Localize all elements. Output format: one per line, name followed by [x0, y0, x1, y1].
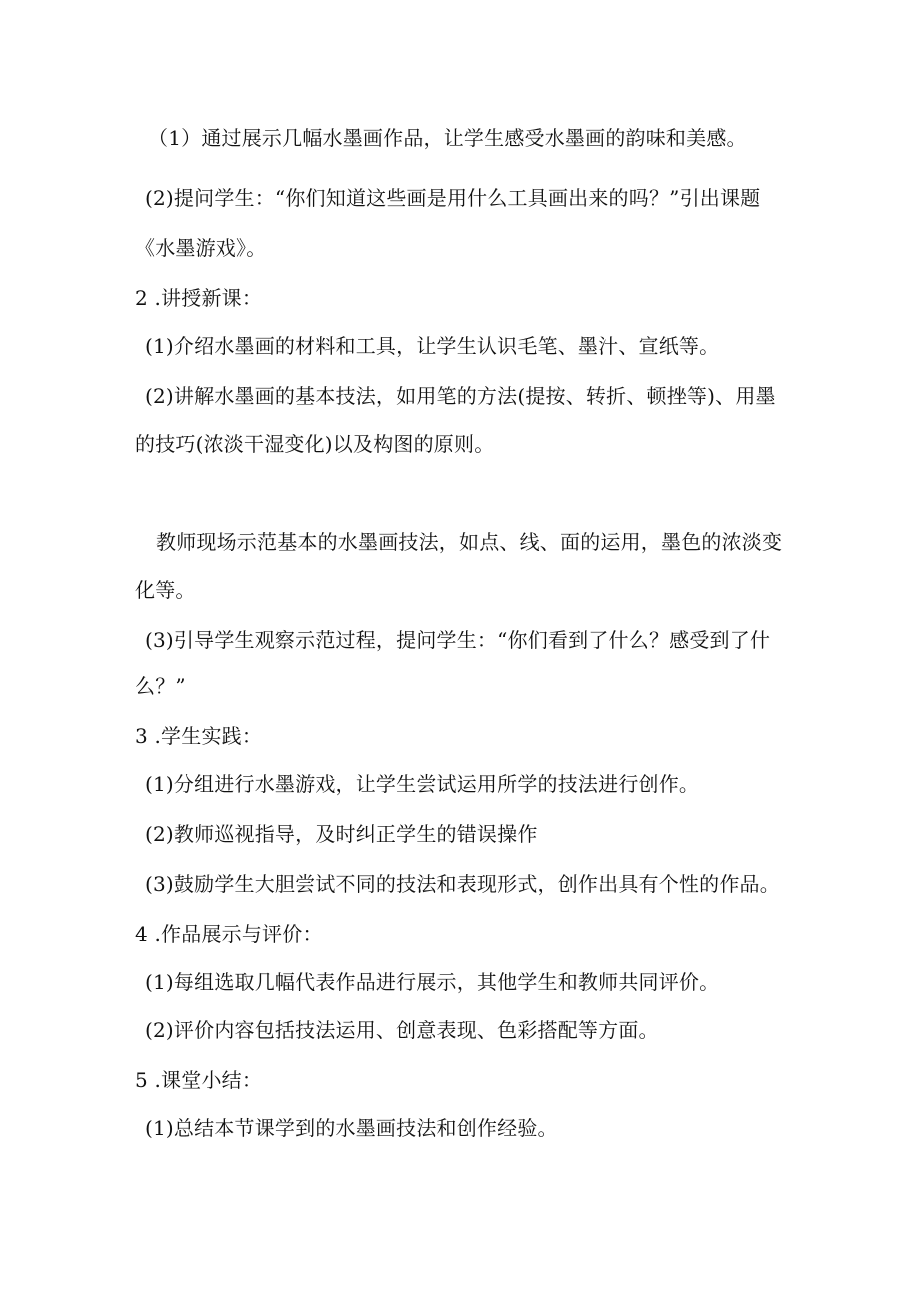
paragraph-line: 的技巧(浓淡干湿变化)以及构图的原则。: [135, 432, 495, 456]
paragraph-line: (3)鼓励学生大胆尝试不同的技法和表现形式，创作出具有个性的作品。: [145, 872, 780, 896]
paragraph-line: (1)介绍水墨画的材料和工具，让学生认识毛笔、墨汁、宣纸等。: [145, 334, 720, 358]
paragraph-line: (2)提问学生：“你们知道这些画是用什么工具画出来的吗？”引出课题: [145, 186, 761, 210]
paragraph-line: 化等。: [135, 578, 196, 602]
paragraph-line: (1)分组进行水墨游戏，让学生尝试运用所学的技法进行创作。: [145, 772, 700, 796]
section-heading: 5 .课堂小结：: [135, 1068, 263, 1092]
paragraph-line: (3)引导学生观察示范过程，提问学生：“你们看到了什么？感受到了什: [145, 628, 771, 652]
paragraph-line: (2)评价内容包括技法运用、创意表现、色彩搭配等方面。: [145, 1018, 659, 1042]
paragraph-line: (1)总结本节课学到的水墨画技法和创作经验。: [145, 1116, 558, 1140]
paragraph-line: 教师现场示范基本的水墨画技法，如点、线、面的运用，墨色的浓淡变: [156, 530, 783, 554]
paragraph-line: (1)每组选取几幅代表作品进行展示，其他学生和教师共同评价。: [145, 970, 720, 994]
section-heading: 2 .讲授新课：: [135, 286, 263, 310]
paragraph-line: （1）通过展示几幅水墨画作品，让学生感受水墨画的韵味和美感。: [148, 126, 747, 150]
section-heading: 4 .作品展示与评价：: [135, 922, 323, 946]
paragraph-line: (2)讲解水墨画的基本技法，如用笔的方法(提按、转折、顿挫等)、用墨: [145, 384, 776, 408]
section-heading: 3 .学生实践：: [135, 724, 263, 748]
paragraph-line: 么？”: [135, 674, 186, 698]
paragraph-line: 《水墨游戏》。: [135, 236, 267, 260]
paragraph-line: (2)教师巡视指导，及时纠正学生的错误操作: [145, 822, 538, 846]
